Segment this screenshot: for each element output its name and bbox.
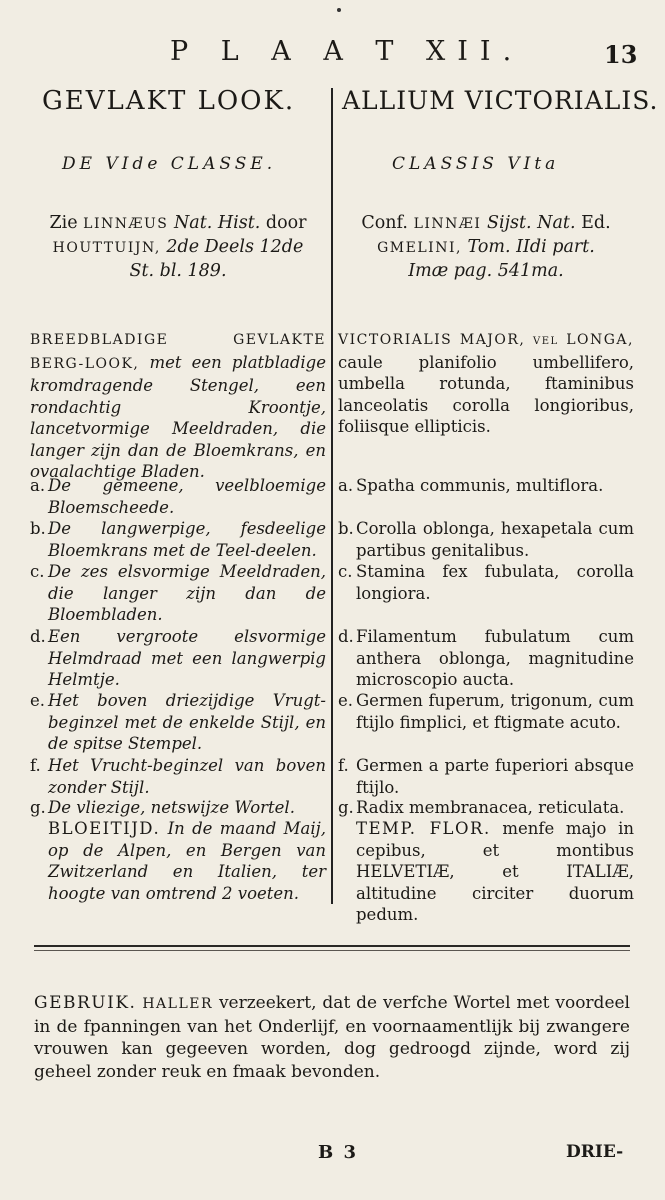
list-item: c. De zes elsvormige Meeldraden, die langer zijn dan de Bloembladen.	[30, 562, 326, 624]
list-item: b. Corolla oblonga, hexapetala cum partibus genitalibus.	[338, 519, 634, 560]
list-item: a. Spatha communis, multiflora.	[338, 476, 604, 495]
page-number: 13	[604, 40, 638, 69]
list-item: a. De gemeene, veelbloemige Bloemscheede.	[30, 476, 326, 517]
latin-reference: Conf. LINNÆI Sijst. Nat. Ed. GMELINI, Tom. IIdi part. Imæ pag. 541ma.	[361, 213, 611, 281]
signature-mark: B 3	[318, 1142, 359, 1163]
list-item: f. Germen a parte fuperiori absque ftijlo.	[338, 756, 634, 797]
dutch-flowering-time: BLOEITIJD. In de maand Maij, op de Alpen, en Bergen van Zwitzerland en Italien, ter hoogte van omtrend 2 voeten.	[48, 819, 326, 903]
latin-classis: CLASSIS VIta	[392, 154, 560, 174]
dutch-classis: DE VIde CLASSE.	[62, 154, 277, 174]
section-rule	[34, 945, 630, 947]
list-item: e. Germen fuperum, trigonum, cum ftijlo fimplici, et ftigmate acuto.	[338, 691, 634, 732]
latin-description: VICTORIALIS MAJOR, vel LONGA, caule planifolio umbellifero, umbella rotunda, ftaminibus lanceolatis corolla longioribus, foliisque ellipticis.	[338, 332, 634, 436]
list-item: g. Radix membranacea, reticulata.	[338, 798, 625, 817]
list-item: d. Een vergroote elsvormige Helmdraad met een langwerpig Helmtje.	[30, 627, 326, 689]
list-item: f. Het Vrucht-beginzel van boven zonder Stijl.	[30, 756, 326, 797]
usage-paragraph: GEBRUIK. HALLER verzeekert, dat de verfche Wortel met voordeel in de fpanningen van het Onderlijf, en voornaamentlijk bij zwangere vrouwen kan gegeeven worden, dog gedroogd zijnde, word zij geheel zonder reuk en fmaak bevonden.	[34, 993, 630, 1082]
list-item: b. De langwerpige, fesdeelige Bloemkrans met de Teel-deelen.	[30, 519, 326, 560]
list-item: g. De vliezige, netswijze Wortel.	[30, 798, 295, 817]
catchword: DRIE-	[566, 1142, 624, 1162]
list-item: d. Filamentum fubulatum cum anthera oblonga, magnitudine microscopio aucta.	[338, 627, 634, 689]
section-rule-thin	[34, 950, 630, 951]
column-divider	[331, 88, 333, 904]
dutch-heading: GEVLAKT LOOK.	[42, 86, 296, 116]
dutch-description: BREEDBLADIGE GEVLAKTE BERG-LOOK, met een platbladige kromdragende Stengel, een rondachtig Kroontje, lancetvormige Meeldraden, die langer zijn dan de Bloemkrans, en ovaalachtige Bladen.	[30, 332, 326, 481]
latin-heading: ALLIUM VICTORIALIS.	[342, 86, 659, 115]
ink-speck	[337, 8, 341, 12]
list-item: e. Het boven driezijdige Vrugt-beginzel met de enkelde Stijl, en de spitse Stempel.	[30, 691, 326, 753]
dutch-reference: Zie LINNÆUS Nat. Hist. door HOUTTUIJN, 2de Deels 12de St. bl. 189.	[49, 213, 307, 281]
latin-flowering-time: TEMP. FLOR. menfe majo in cepibus, et montibus HELVETIÆ, et ITALIÆ, altitudine circiter duorum pedum.	[356, 819, 634, 924]
plate-title: P L A A T XII.	[170, 36, 524, 67]
list-item: c. Stamina fex fubulata, corolla longiora.	[338, 562, 634, 603]
